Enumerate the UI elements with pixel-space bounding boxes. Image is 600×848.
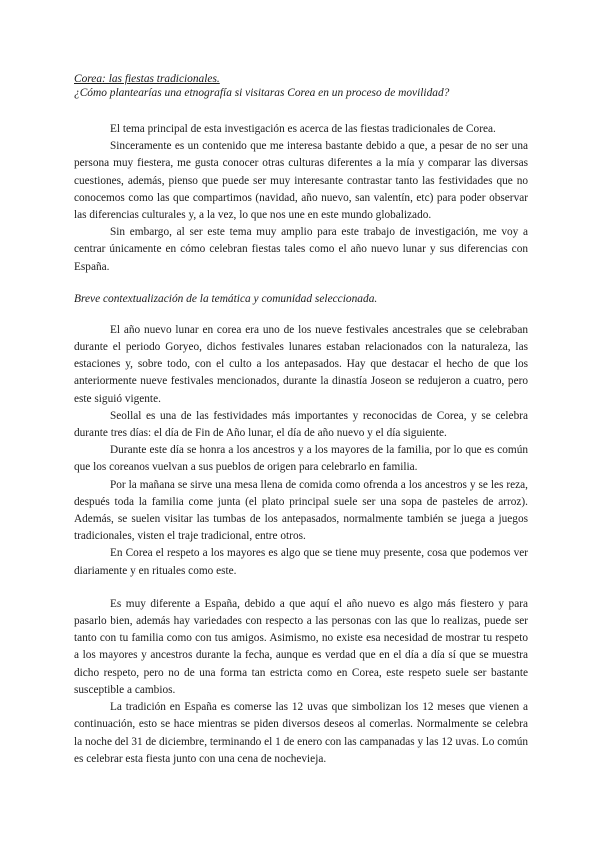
spacer — [74, 580, 528, 596]
section-paragraph-1: El año nuevo lunar en corea era uno de los nueve festivales ancestrales que se celebraban durante el periodo Goryeo, dichos festivales lunares estaban relacionados con la naturaleza, las estaciones y, sobre todo, con el culto a los antepasados. Hay que destacar el hecho de que los anteriormente nueve festivales mencionados, durante la dinastía Joseon se redujeron a cuatro, pero este siguió vigente. — [74, 323, 528, 405]
spacer — [74, 100, 528, 121]
document-title: Corea: las fiestas tradicionales. — [74, 73, 220, 85]
section-paragraph-3: Durante este día se honra a los ancestros y a los mayores de la familia, por lo que es común que los coreanos vuelvan a sus pueblos de origen para celebrarlo en familia. — [74, 444, 528, 474]
comparison-paragraph-1: Es muy diferente a España, debido a que aquí el año nuevo es algo más fiestero y para pasarlo bien, además hay variedades con respecto a las personas con las que lo realizas, puede ser tanto con tu familia como con tus amigos. Asimismo, no existe esa necesidad de mostrar tu respeto a los mayores y ancestros durante la fecha, aunque es verdad que en el día a día sí que se muestra dicho respeto, pero no de una forma tan estricta como en Corea, este respeto suele ser bastante susceptible a cambios. — [74, 597, 528, 696]
intro-paragraph-1: El tema principal de esta investigación es acerca de las fiestas tradicionales de Corea. — [110, 123, 496, 135]
intro-paragraph-2: Sinceramente es un contenido que me interesa bastante debido a que, a pesar de no ser una persona muy fiestera, me gusta conocer otras culturas diferentes a la mía y comparar las diversas cuestiones, además, pienso que puede ser muy interesante contrastar tanto las festividades que no conocemos como las que compartimos (navidad, año nuevo, san valentín, etc) para poder observar las diferencias culturales y, a la vez, lo que nos une en este mundo globalizado. — [74, 140, 528, 222]
spacer — [74, 306, 528, 322]
section-paragraph-5: En Corea el respeto a los mayores es algo que se tiene muy presente, cosa que podemos ver diariamente y en rituales como este. — [74, 547, 528, 577]
spacer — [74, 276, 528, 292]
document-subtitle: ¿Cómo plantearías una etnografía si visitaras Corea en un proceso de movilidad? — [74, 87, 450, 99]
section-heading: Breve contextualización de la temática y comunidad seleccionada. — [74, 292, 378, 305]
section-paragraph-2: Seollal es una de las festividades más importantes y reconocidas de Corea, y se celebra durante tres días: el día de Fin de Año lunar, el día de año nuevo y el día siguiente. — [74, 409, 528, 440]
comparison-paragraph-2: La tradición en España es comerse las 12 uvas que simbolizan los 12 meses que vienen a continuación, esto se hace mientras se piden diversos deseos al comerlas. Normalmente se celebra la noche del 31 de diciembre, terminando el 1 de enero con las campanadas y las 12 uvas. Lo común es celebrar esta fiesta junto con una cena de nochevieja. — [74, 701, 528, 765]
intro-paragraph-3: Sin embargo, al ser este tema muy amplio para este trabajo de investigación, me voy a centrar únicamente en cómo celebran fiestas tales como el año nuevo lunar y sus diferencias con España. — [74, 226, 528, 273]
section-paragraph-4: Por la mañana se sirve una mesa llena de comida como ofrenda a los ancestros y se les reza, después toda la familia come junta (el plato principal suele ser una sopa de pasteles de arroz). Además, se suelen visitar las tumbas de los antepasados, normalmente también se juega a juegos tradicionales, visten el traje tradicional, entre otros. — [74, 478, 528, 543]
